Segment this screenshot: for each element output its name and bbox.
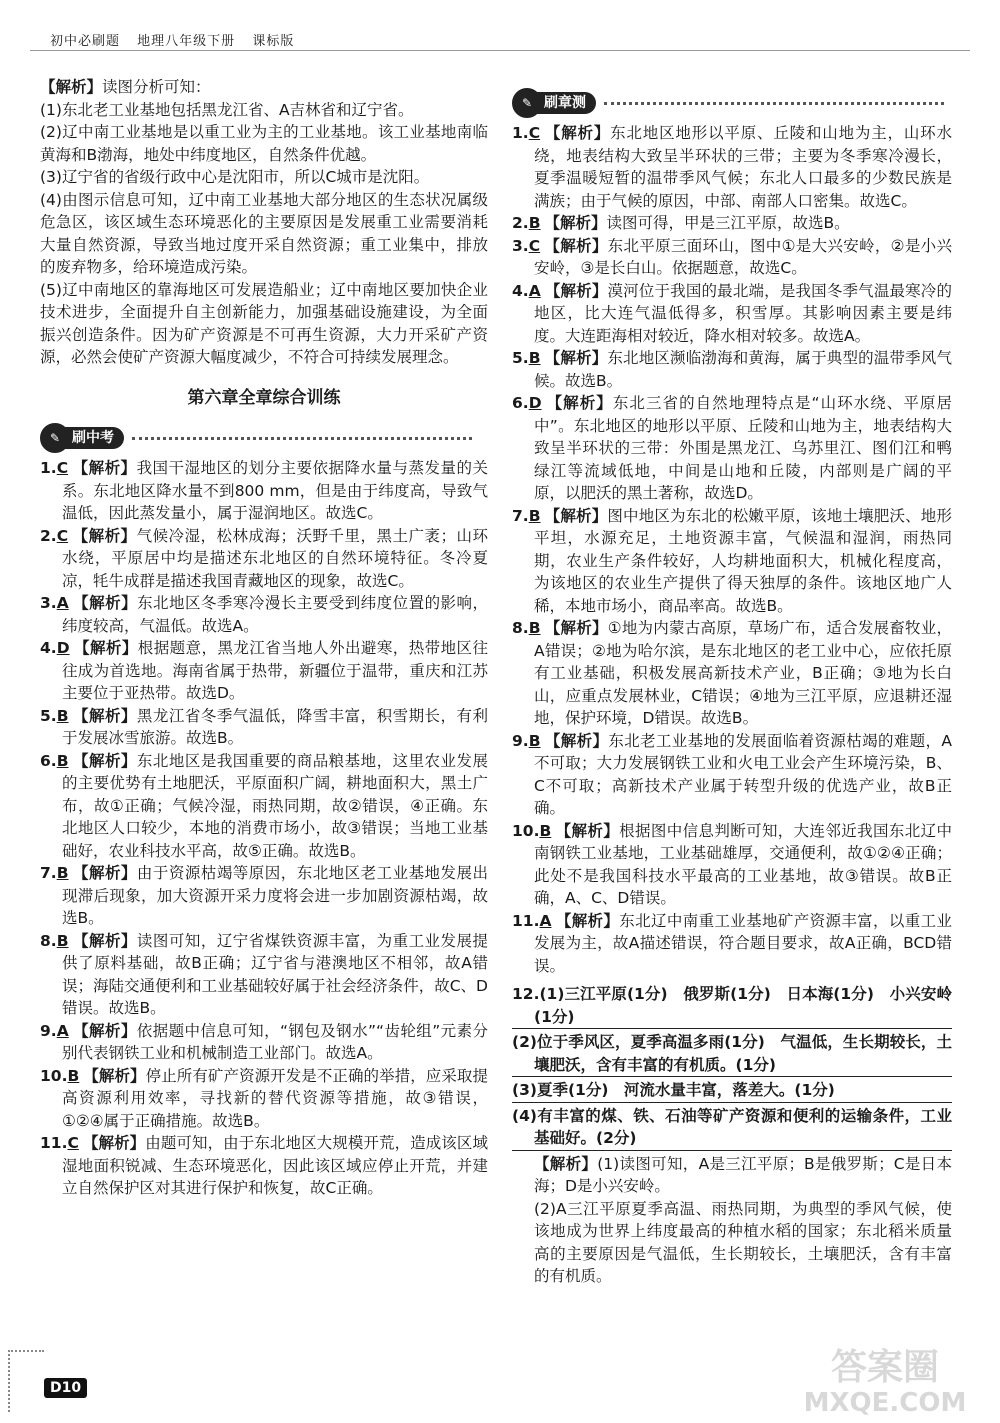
answer-item — [40, 705, 488, 750]
q12-explain-text: (2)A三江平原夏季高温、雨热同期，为典型的季风气候，使该地成为世界上纬度最高的种植水稻的国家；东北稻米质量高的主要原因是气温低，生长期较长，土壤肥沃，含有丰富的有机质。 — [534, 1199, 952, 1285]
item-number: 10. — [512, 821, 540, 840]
item-answer: B — [67, 1066, 80, 1085]
item-text: 东北辽中南重工业基地矿产资源丰富，以重工业发展为主，故A描述错误，符合题目要求，故A正确，BCD错误。 — [534, 911, 952, 975]
item-answer: D — [528, 394, 542, 412]
item-number: 2. — [40, 526, 57, 545]
analysis-tag: 【解析】 — [544, 731, 609, 750]
item-number: 8. — [512, 619, 529, 637]
item-answer: C — [528, 236, 541, 255]
analysis-tag: 【解析】 — [83, 1066, 146, 1085]
analysis-tag: 【解析】 — [544, 506, 608, 525]
answer-item — [40, 750, 488, 863]
item-number: 6. — [512, 394, 529, 412]
answer-item — [512, 910, 952, 978]
analysis-tag: 【解析】 — [72, 594, 138, 612]
item-answer: B — [528, 506, 541, 525]
item-answer: B — [528, 619, 541, 637]
item-text: 东北三省的自然地理特点是“山环水绕、平原居中”。东北地区的地形以平原、丘陵和山地为主，地表结构大致呈半环状的三带：外围是黑龙江、乌苏里江、图们江和鸭绿江等流域低地，中间是山地和丘陵，内部则是广阔的平原，以肥沃的黑土著称，故选D。 — [534, 394, 952, 502]
item-text: 读图可得，甲是三江平原，故选B。 — [606, 214, 850, 232]
item-answer: B — [539, 821, 552, 840]
page-number: D10 — [44, 1378, 87, 1398]
answer-item — [512, 730, 952, 820]
badge-dotted-line — [604, 102, 944, 105]
analysis-tag: 【解析】 — [544, 214, 607, 232]
left-column — [40, 76, 488, 1200]
item-answer: C — [56, 459, 69, 477]
item-number: 11. — [40, 1134, 68, 1152]
q12-explain — [512, 1198, 952, 1288]
analysis-tag: 【解析】 — [72, 931, 137, 950]
analysis-tag: 【解析】 — [72, 526, 137, 545]
answer-item — [512, 820, 952, 910]
analysis-tag: 【解析】 — [555, 821, 620, 840]
item-answer: B — [528, 731, 541, 750]
right-column — [512, 84, 952, 1288]
item-answer: B — [528, 214, 541, 232]
item-text: 漠河位于我国的最北端，是我国冬季气温最寒冷的地区，比大连气温低得多，积雪厚。其影响因素主要是纬度。大连距海相对较近，降水相对较多。故选A。 — [534, 281, 952, 345]
analysis-tag: 【解析】 — [534, 1154, 598, 1173]
intro-text: (3)辽宁省的省级行政中心是沈阳市，所以C城市是沈阳。 — [40, 168, 430, 186]
q12-answer-line — [512, 1079, 952, 1103]
watermark-line1: 答案圈 — [830, 1347, 940, 1388]
analysis-tag: 【解析】 — [72, 1021, 137, 1040]
answer-item — [40, 930, 488, 1020]
answer-item — [512, 617, 952, 730]
item-answer: B — [56, 706, 69, 725]
badge-label: 刷章测 — [536, 92, 596, 114]
item-text: 东北老工业基地的发展面临着资源枯竭的难题，A不可取；大力发展钢铁工业和火电工业会产生环境污染，B、C不可取；高新技术产业属于转型升级的优选产业，故B正确。 — [534, 731, 952, 817]
analysis-tag: 【解析】 — [72, 459, 137, 477]
item-text: 东北地区地形以平原、丘陵和山地为主，山环水绕，地表结构大致呈半环状的三带；主要为冬季寒冷漫长，夏季温暖短暂的温带季风气候；东北人口最多的少数民族是满族；由于气候的原因，中部、南部人口密集。故选C。 — [534, 124, 952, 210]
item-number: 5. — [40, 706, 57, 725]
intro-text: (5)辽中南地区的靠海地区可发展造船业；辽中南地区要加快企业技术进步，全面提升自主创新能力，加强基础设施建设，为全面振兴创造条件。因为矿产资源是不可再生资源，大力开采矿产资源，必然会使矿产资源大幅度减少，不符合可持续发展理念。 — [40, 280, 488, 366]
badge-pen-icon: ✎ — [512, 88, 542, 118]
edition-name: 课标版 — [252, 34, 295, 49]
answer-item — [40, 1132, 488, 1200]
item-number: 12. — [512, 985, 540, 1003]
watermark-line2: MXQE.COM — [803, 1388, 967, 1418]
intro-paragraph — [40, 76, 488, 99]
item-number: 9. — [512, 731, 529, 750]
analysis-tag: 【解析】 — [40, 78, 103, 96]
analysis-tag: 【解析】 — [544, 124, 611, 142]
analysis-tag: 【解析】 — [545, 394, 613, 412]
analysis-tag: 【解析】 — [544, 619, 608, 637]
item-text: 东北平原三面环山，图中①是大兴安岭，②是小兴安岭，③是长白山。依据题意，故选C。 — [534, 236, 952, 277]
item-text: 东北地区濒临渤海和黄海，属于典型的温带季风气候。故选B。 — [534, 349, 952, 390]
item-answer: A — [56, 1021, 69, 1040]
answer-item — [512, 280, 952, 348]
item-text: 读图可知，辽宁省煤铁资源丰富，为重工业发展提供了原料基础，故B正确；辽宁省与港澳地区不相邻，故A错误；海陆交通便利和工业基础较好属于社会经济条件，故C、D错误。故选B。 — [62, 931, 488, 1017]
intro-text: (1)东北老工业基地包括黑龙江省、A吉林省和辽宁省。 — [40, 100, 414, 119]
item-text: 根据图中信息判断可知，大连邻近我国东北辽中南钢铁工业基地，工业基础雄厚，交通便利，故①②④正确；此处不是我国科技水平最高的工业基地，故③错误。故B正确，A、C、D错误。 — [534, 821, 952, 907]
answer-item — [512, 122, 952, 212]
item-number: 7. — [512, 506, 529, 525]
analysis-tag: 【解析】 — [544, 236, 608, 255]
subject-name: 地理八年级下册 — [137, 34, 236, 49]
answer-item — [40, 1020, 488, 1065]
item-text: 停止所有矿产资源开发是不正确的举措，应采取提高资源利用效率，寻找新的替代资源等措施，故③错误，①②④属于正确措施。故选B。 — [62, 1066, 488, 1130]
item-number: 10. — [40, 1066, 68, 1085]
item-text: 依据题中信息可知，“钢包及钢水”“齿轮组”元素分别代表钢铁工业和机械制造工业部门。故选A。 — [62, 1021, 488, 1062]
item-answer: A — [56, 594, 69, 612]
item-number: 9. — [40, 1021, 57, 1040]
item-answer: C — [56, 526, 69, 545]
q12-answer-text: (4)有丰富的煤、铁、石油等矿产资源和便利的运输条件，工业基础好。(2分) — [512, 1106, 952, 1147]
item-number: 11. — [512, 911, 540, 930]
watermark-logo — [780, 1339, 990, 1419]
item-answer: B — [528, 349, 541, 367]
answer-item — [40, 457, 488, 525]
answer-item — [512, 392, 952, 505]
answer-item — [40, 637, 488, 705]
item-number: 1. — [512, 124, 529, 142]
item-answer: A — [528, 281, 541, 300]
item-answer: B — [56, 751, 69, 770]
watermark-svg — [780, 1339, 990, 1419]
q12-answer-text: (2)位于季风区，夏季高温多雨(1分) 气温低，生长期较长，土壤肥沃，含有丰富的有机质。(1分) — [512, 1033, 952, 1074]
header-rule — [30, 50, 970, 51]
question-12 — [512, 983, 952, 1288]
item-answer: B — [56, 864, 69, 882]
chapter-title: 第六章全章综合训练 — [187, 387, 341, 408]
analysis-tag: 【解析】 — [72, 751, 137, 770]
item-text: 由于资源枯竭等原因，东北地区老工业基地发展出现滞后现象，加大资源开采力度将会进一步加剧资源枯竭，故选B。 — [62, 864, 488, 927]
item-text: 东北地区是我国重要的商品粮基地，这里农业发展的主要优势有土地肥沃，平原面积广阔，耕地面积大，黑土广布，故①正确；气候冷湿，雨热同期，故②错误，④正确。东北地区人口较少，本地的消费市场小，故③错误；当地工业基础好，农业科技水平高，故⑤正确。故选B。 — [62, 751, 488, 860]
analysis-tag: 【解析】 — [544, 281, 608, 300]
item-number: 6. — [40, 751, 57, 770]
badge-pen-icon: ✎ — [40, 423, 70, 453]
item-text: 东北地区冬季寒冷漫长主要受到纬度位置的影响，纬度较高，气温低。故选A。 — [62, 594, 488, 635]
section-badge — [512, 90, 944, 116]
intro-paragraph — [40, 279, 488, 369]
page-corner-dots — [8, 1350, 44, 1412]
answer-item — [40, 1065, 488, 1133]
item-text: 由题可知，由于东北地区大规模开荒，造成该区域湿地面积锐减、生态环境恶化，因此该区域应停止开荒，并建立自然保护区对其进行保护和恢复，故C正确。 — [62, 1134, 488, 1197]
running-header — [50, 30, 306, 49]
answer-item — [512, 235, 952, 280]
analysis-tag: 【解析】 — [555, 911, 620, 930]
item-answer: B — [56, 931, 69, 950]
answer-item — [40, 592, 488, 637]
answer-item — [512, 505, 952, 618]
item-number: 7. — [40, 864, 57, 882]
badge-dotted-line — [132, 437, 472, 440]
item-text: 根据题意，黑龙江省当地人外出避寒，热带地区往往成为首选地。海南省属于热带，新疆位于温带，重庆和江苏主要位于亚热带。故选D。 — [62, 639, 488, 702]
item-text: 我国干湿地区的划分主要依据降水量与蒸发量的关系。东北地区降水量不到800 mm，但是由于纬度高，导致气温低，因此蒸发量小，属于湿润地区。故选C。 — [62, 459, 488, 522]
intro-paragraph — [40, 189, 488, 279]
q12-answer-text: (3)夏季(1分) 河流水量丰富，落差大。(1分) — [512, 1081, 835, 1099]
intro-paragraph — [40, 166, 488, 189]
item-number: 1. — [40, 459, 57, 477]
analysis-tag: 【解析】 — [82, 1134, 146, 1152]
item-answer: C — [67, 1134, 79, 1152]
item-number: 2. — [512, 214, 529, 232]
intro-paragraph — [40, 121, 488, 166]
badge-label: 刷中考 — [64, 427, 124, 449]
q12-answer-line — [512, 1105, 952, 1151]
item-answer: A — [539, 911, 552, 930]
section-badge — [40, 425, 472, 451]
analysis-tag: 【解析】 — [73, 639, 138, 657]
item-number: 4. — [512, 281, 529, 300]
item-text: ①地为内蒙古高原，草场广布，适合发展畜牧业，A错误；②地为哈尔滨，是东北地区的老工业中心，应依托原有工业基础，积极发展高新技术产业，B正确；③地为长白山，应重点发展林业，C错误；④地为三江平原，应退耕还湿地，保护环境，D错误。故选B。 — [534, 619, 952, 727]
intro-text: (4)由图示信息可知，辽中南工业基地大部分地区的生态状况属级危急区，该区域生态环境恶化的主要原因是发展重工业需要消耗大量自然资源，导致当地过度开采自然资源；重工业集中，排放的废弃物多，给环境造成污染。 — [40, 190, 488, 276]
item-number: 4. — [40, 639, 57, 657]
series-name: 初中必刷题 — [50, 34, 121, 49]
item-text: 黑龙江省冬季气温低，降雪丰富，积雪期长，有利于发展冰雪旅游。故选B。 — [62, 706, 488, 747]
q12-answer-text: (1)三江平原(1分) 俄罗斯(1分) 日本海(1分) 小兴安岭(1分) — [534, 985, 952, 1026]
item-number: 3. — [512, 236, 529, 255]
item-answer: D — [56, 639, 70, 657]
analysis-tag: 【解析】 — [72, 864, 137, 882]
intro-paragraph — [40, 99, 488, 122]
answer-item — [512, 347, 952, 392]
analysis-tag: 【解析】 — [544, 349, 608, 367]
item-text: 气候冷湿，松林成海；沃野千里，黑土广袤；山环水绕，平原居中均是描述东北地区的自然环境特征。冬冷夏凉，牦牛成群是描述我国青藏地区的现象，故选C。 — [62, 526, 488, 590]
item-number: 3. — [40, 594, 57, 612]
q12-answer-line — [512, 1031, 952, 1077]
q12-answer-line — [512, 983, 952, 1029]
q12-explain-text: (1)读图可知，A是三江平原；B是俄罗斯；C是日本海；D是小兴安岭。 — [534, 1154, 952, 1195]
item-answer: C — [528, 124, 541, 142]
intro-text: (2)辽中南工业基地是以重工业为主的工业基地。该工业基地南临黄海和B渤海，地处中纬度地区，自然条件优越。 — [40, 123, 488, 164]
item-text: 图中地区为东北的松嫩平原，该地土壤肥沃、地形平坦，水源充足，土地资源丰富，气候温和湿润，雨热同期，农业生产条件较好，人均耕地面积大，机械化程度高，为该地区的农业生产提供了得天独厚的条件。该地区地广人稀，本地市场小，商品率高。故选B。 — [534, 506, 952, 615]
item-number: 8. — [40, 931, 57, 950]
answer-item — [40, 525, 488, 593]
q12-explain — [512, 1153, 952, 1198]
answer-item — [40, 862, 488, 930]
answer-item — [512, 212, 952, 235]
item-number: 5. — [512, 349, 529, 367]
intro-text: 读图分析可知： — [102, 78, 211, 96]
analysis-tag: 【解析】 — [72, 706, 137, 725]
